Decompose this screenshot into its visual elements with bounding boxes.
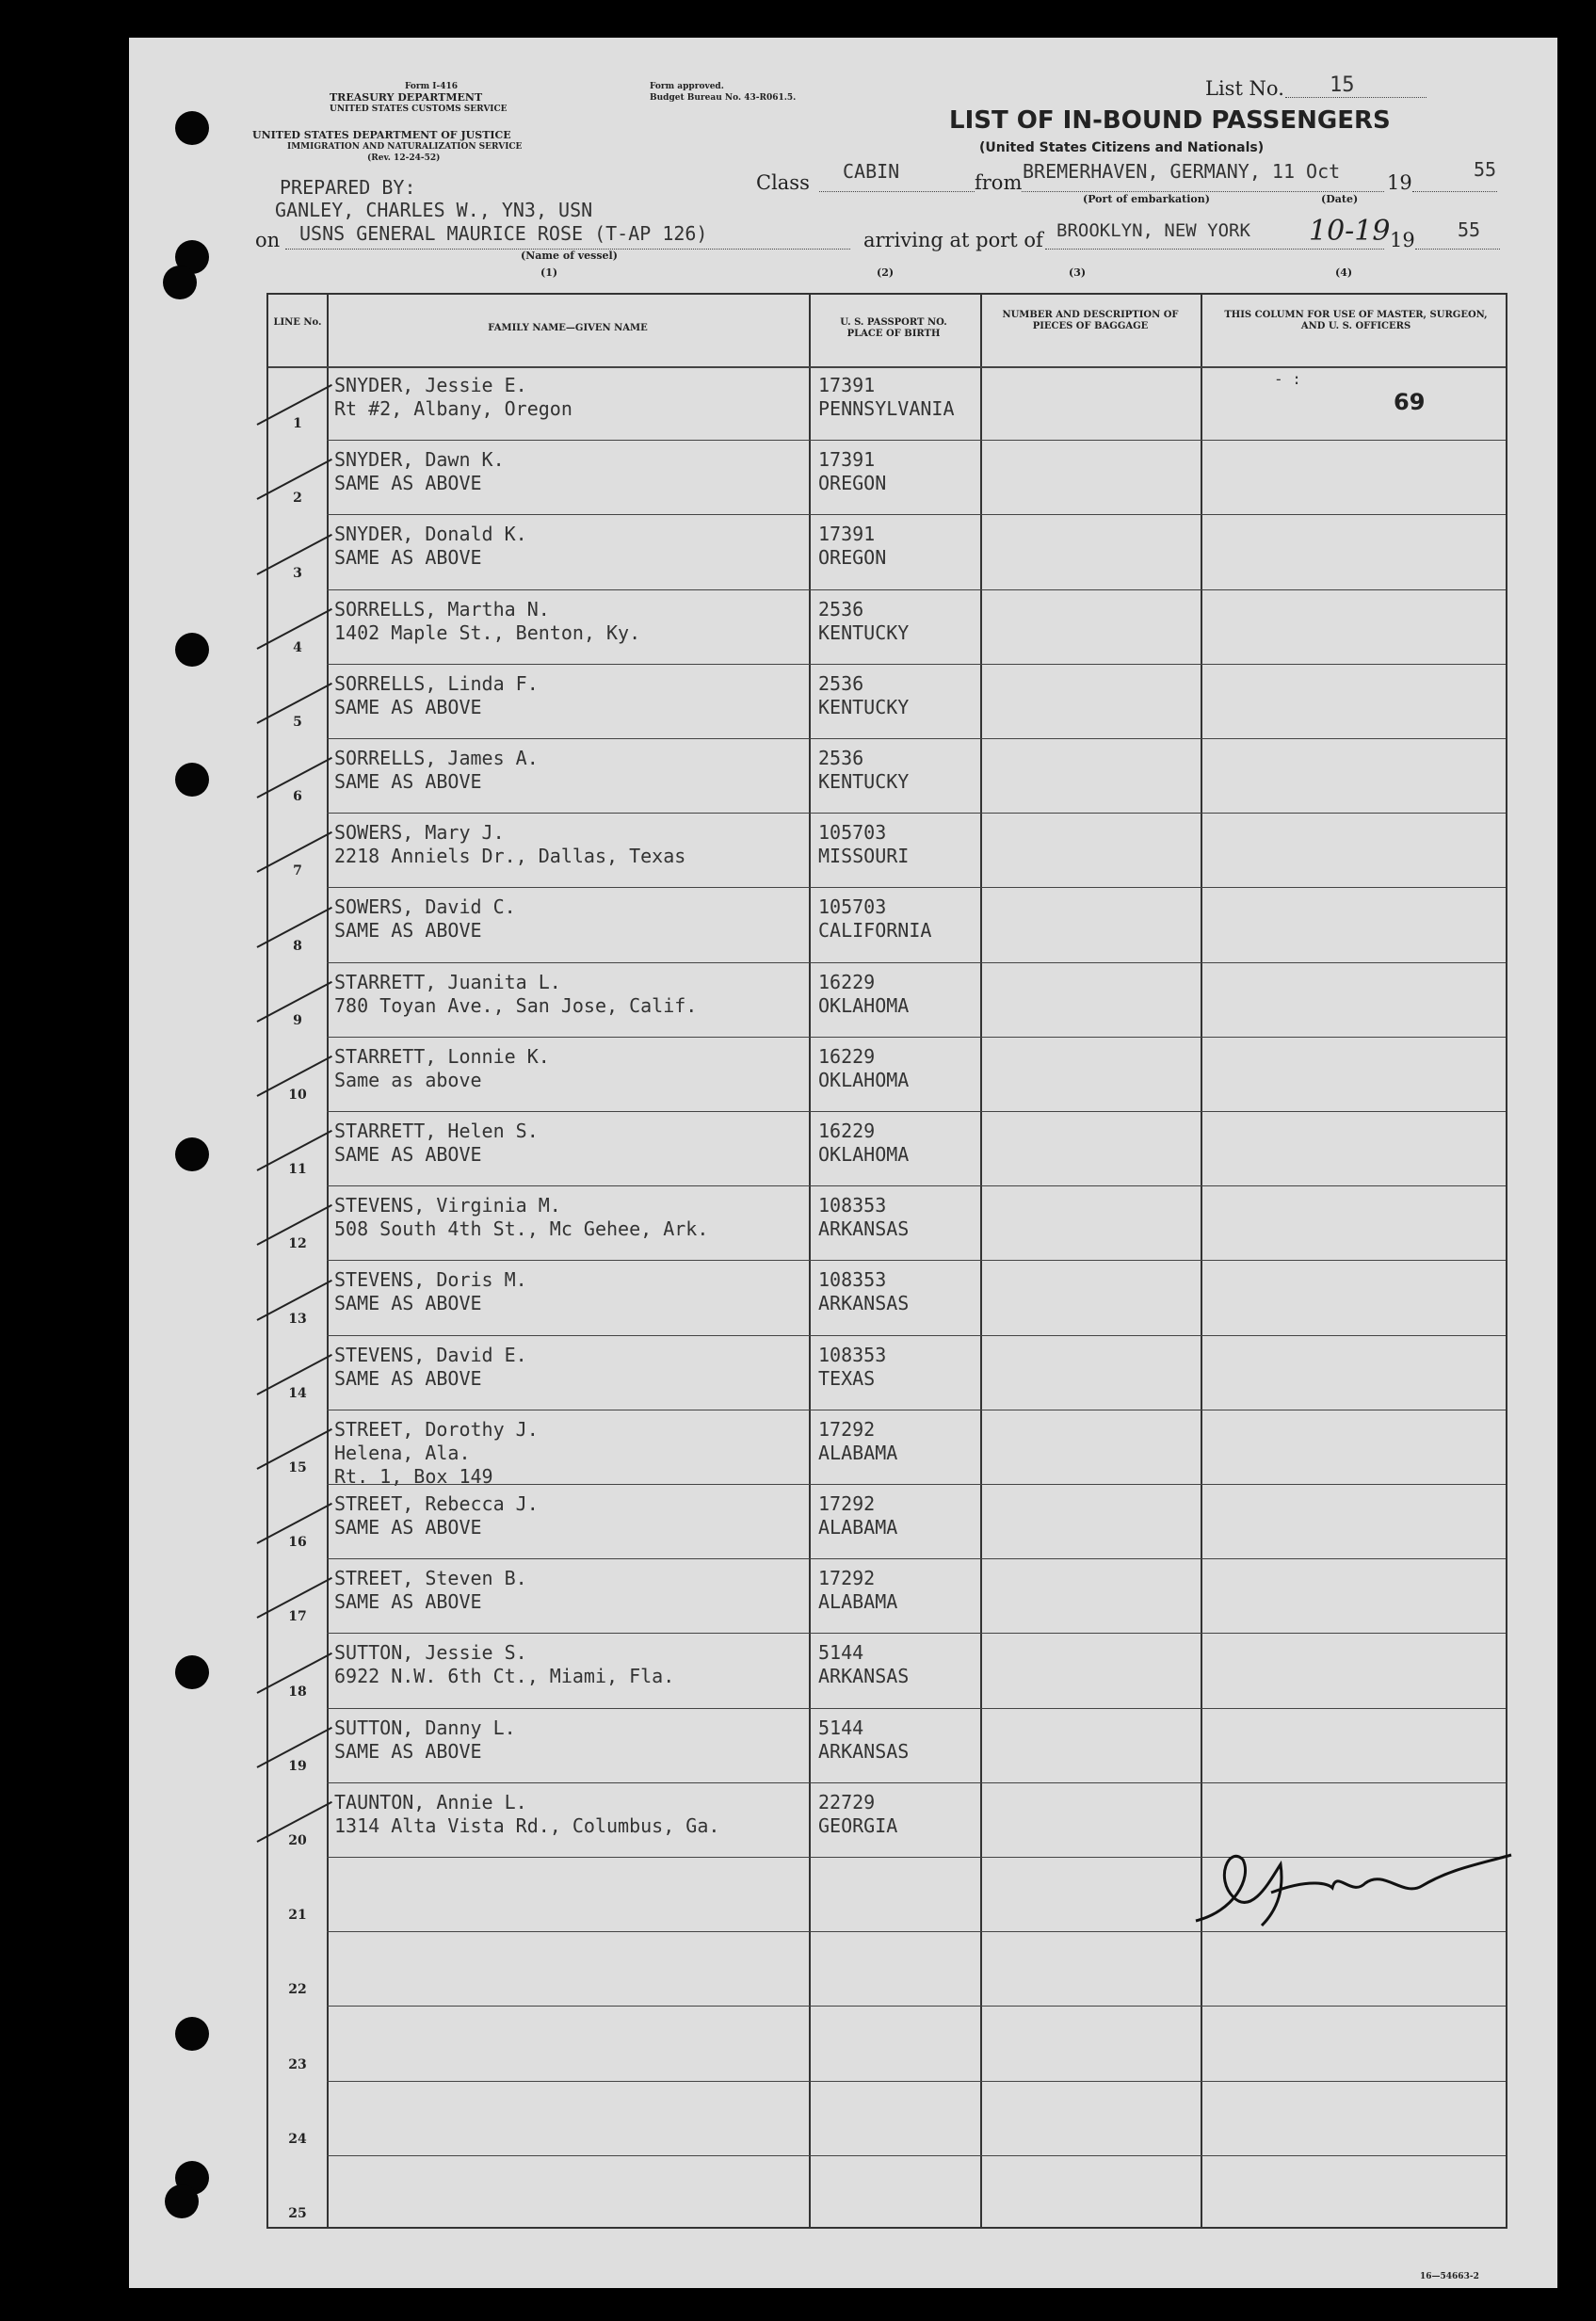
passport-cell: [818, 374, 955, 421]
place-of-birth: ALABAMA: [818, 1590, 898, 1614]
line-number: 18: [288, 1684, 307, 1700]
year-line-2: [1415, 249, 1500, 250]
table-row: [268, 1559, 1506, 1634]
table-row: [268, 590, 1506, 665]
date-caption: (Date): [1321, 193, 1359, 205]
binder-hole: [165, 2184, 199, 2218]
vessel-value: USNS GENERAL MAURICE ROSE (T-AP 126): [299, 222, 708, 245]
table-row: [268, 1634, 1506, 1708]
line-number: 1: [293, 416, 302, 432]
prepared-by-value: GANLEY, CHARLES W., YN3, USN: [275, 199, 593, 221]
line-number: 6: [293, 789, 302, 805]
form-number: Form I-416: [405, 82, 459, 91]
revision: (Rev. 12-24-52): [367, 153, 441, 163]
prepared-by-label: PREPARED BY:: [280, 176, 416, 199]
place-of-birth: ALABAMA: [818, 1441, 898, 1464]
name-cell: [334, 1268, 527, 1315]
place-of-birth: ARKANSAS: [818, 1739, 910, 1763]
binder-hole: [175, 633, 209, 667]
passenger-name: STREET, Rebecca J.: [334, 1492, 539, 1515]
passenger-name: SUTTON, Jessie S.: [334, 1641, 527, 1665]
passenger-name: STEVENS, David E.: [334, 1343, 527, 1366]
place-of-birth: GEORGIA: [818, 1813, 898, 1837]
passport-cell: [818, 895, 931, 943]
on-label: on: [255, 229, 281, 251]
table-row: [268, 888, 1506, 962]
passenger-address: SAME AS ABOVE: [334, 1292, 482, 1315]
passport-number: 105703: [818, 895, 887, 919]
passport-number: 22729: [818, 1790, 876, 1813]
line-number: 15: [288, 1459, 307, 1475]
class-value: CABIN: [843, 160, 900, 183]
passport-number: 17292: [818, 1567, 876, 1590]
passport-number: 108353: [818, 1343, 887, 1366]
line-number: 24: [288, 2131, 307, 2147]
from-value: BREMERHAVEN, GERMANY, 11 Oct: [1023, 160, 1341, 183]
passenger-address: 1314 Alta Vista Rd., Columbus, Ga.: [334, 1813, 720, 1837]
passport-number: 2536: [818, 671, 864, 695]
name-cell: [334, 895, 516, 943]
passenger-address: SAME AS ABOVE: [334, 1739, 482, 1763]
table-row: [268, 2156, 1506, 2231]
passport-cell: [818, 1268, 909, 1315]
binder-hole: [175, 111, 209, 145]
passenger-address: 780 Toyan Ave., San Jose, Calif.: [334, 993, 698, 1017]
passport-number: 17292: [818, 1417, 876, 1441]
passenger-name: SUTTON, Danny L.: [334, 1716, 516, 1739]
list-no-value: 15: [1330, 73, 1355, 97]
passenger-name: SORRELLS, James A.: [334, 747, 539, 769]
passport-number: 17391: [818, 523, 876, 546]
form-subtitle: (United States Citizens and Nationals): [979, 140, 1265, 155]
table-row: [268, 366, 1506, 441]
place-of-birth: ARKANSAS: [818, 1292, 910, 1315]
passenger-name: SNYDER, Jessie E.: [334, 374, 527, 396]
year-line: [1412, 191, 1497, 192]
list-no-line: [1285, 97, 1427, 98]
passenger-name: STARRETT, Helen S.: [334, 1120, 539, 1142]
passport-number: 105703: [818, 821, 887, 845]
arriving-label: arriving at port of: [863, 229, 1043, 251]
passport-number: 5144: [818, 1641, 864, 1665]
passport-number: 2536: [818, 747, 864, 769]
table-row: [268, 814, 1506, 888]
place-of-birth: CALIFORNIA: [818, 919, 932, 943]
line-number: 3: [293, 565, 302, 581]
col-header-name: FAMILY NAME—GIVEN NAME: [488, 323, 648, 333]
name-cell: [334, 598, 640, 645]
place-of-birth: OKLAHOMA: [818, 993, 910, 1017]
name-cell: [334, 448, 505, 495]
binder-hole: [175, 763, 209, 797]
from-line: [1022, 191, 1384, 192]
passport-cell: [818, 1418, 897, 1465]
passenger-address: 1402 Maple St., Benton, Ky.: [334, 621, 641, 644]
place-of-birth: MISSOURI: [818, 845, 910, 868]
passport-number: 17292: [818, 1492, 876, 1515]
passenger-address: SAME AS ABOVE: [334, 919, 482, 943]
from-label: from: [975, 171, 1023, 194]
caption-4: (4): [1335, 266, 1353, 279]
table-row: [268, 2082, 1506, 2156]
name-cell: [334, 1492, 539, 1539]
passenger-name: STEVENS, Doris M.: [334, 1268, 527, 1292]
line-number: 12: [288, 1236, 307, 1252]
line-number: 7: [293, 863, 302, 879]
passport-number: 108353: [818, 1194, 887, 1217]
form-title: LIST OF IN-BOUND PASSENGERS: [949, 106, 1391, 135]
binder-hole: [175, 1137, 209, 1171]
passenger-name: STEVENS, Virginia M.: [334, 1194, 561, 1217]
passenger-address: SAME AS ABOVE: [334, 1366, 482, 1390]
vessel-caption: (Name of vessel): [521, 250, 618, 262]
name-cell: [334, 1567, 527, 1614]
table-row: [268, 1709, 1506, 1783]
table-row: [268, 665, 1506, 739]
line-number: 10: [288, 1087, 307, 1103]
table-row: [268, 739, 1506, 814]
passenger-name: SOWERS, Mary J.: [334, 821, 505, 845]
place-of-birth: KENTUCKY: [818, 695, 910, 718]
passport-number: 16229: [818, 970, 876, 993]
passenger-address: Helena, Ala.: [334, 1441, 471, 1464]
year-prefix-2: 19: [1390, 229, 1415, 251]
customs-service: UNITED STATES CUSTOMS SERVICE: [330, 105, 508, 114]
passenger-address: 2218 Anniels Dr., Dallas, Texas: [334, 845, 686, 868]
passport-cell: [818, 1717, 909, 1764]
name-cell: [334, 523, 527, 570]
table-row: [268, 1186, 1506, 1261]
col-header-officers: THIS COLUMN FOR USE OF MASTER, SURGEON, AND U. S. OFFICERS: [1224, 310, 1488, 331]
year-value-2: 55: [1458, 218, 1481, 241]
year-prefix: 19: [1387, 171, 1412, 194]
passenger-address: Same as above: [334, 1068, 482, 1091]
passport-cell: [818, 1641, 909, 1688]
line-number: 25: [288, 2205, 307, 2221]
name-cell: [334, 1418, 539, 1489]
passenger-name: STARRETT, Juanita L.: [334, 970, 561, 993]
port-line: [1045, 249, 1384, 250]
passport-cell: [818, 448, 886, 495]
passenger-name: SOWERS, David C.: [334, 895, 516, 919]
line-number: 11: [288, 1162, 307, 1178]
passport-cell: [818, 523, 886, 570]
passenger-address: SAME AS ABOVE: [334, 1590, 482, 1614]
line-number: 20: [288, 1832, 307, 1848]
passport-cell: [818, 1567, 897, 1614]
place-of-birth: TEXAS: [818, 1366, 876, 1390]
place-of-birth: OREGON: [818, 546, 887, 570]
line-number: 17: [288, 1609, 307, 1625]
place-of-birth: OKLAHOMA: [818, 1068, 910, 1091]
binder-hole: [175, 2017, 209, 2051]
col-header-passport: U. S. PASSPORT NO. PLACE OF BIRTH: [840, 317, 947, 339]
passenger-address: Rt #2, Albany, Oregon: [334, 397, 572, 420]
table-row: [268, 1336, 1506, 1410]
year-value: 55: [1474, 158, 1497, 181]
passenger-address: SAME AS ABOVE: [334, 695, 482, 718]
caption-3: (3): [1069, 266, 1087, 279]
line-number: 9: [293, 1012, 302, 1028]
budget-bureau: Budget Bureau No. 43-R061.5.: [650, 93, 797, 103]
binder-hole: [163, 266, 197, 299]
table-row: [268, 1485, 1506, 1559]
line-number: 23: [288, 2056, 307, 2072]
passport-cell: [818, 672, 909, 719]
name-cell: [334, 971, 697, 1018]
officer-note: 69: [1394, 389, 1426, 415]
name-cell: [334, 1120, 539, 1167]
passport-cell: [818, 971, 909, 1018]
place-of-birth: PENNSYLVANIA: [818, 397, 955, 420]
place-of-birth: ARKANSAS: [818, 1217, 910, 1241]
passenger-address: SAME AS ABOVE: [334, 770, 482, 793]
name-cell: [334, 1344, 527, 1391]
place-of-birth: OREGON: [818, 472, 887, 495]
line-number: 4: [293, 639, 302, 655]
passport-cell: [818, 1194, 909, 1241]
place-of-birth: KENTUCKY: [818, 770, 910, 793]
table-row: [268, 1038, 1506, 1112]
name-cell: [334, 821, 685, 868]
treasury-dept: TREASURY DEPARTMENT: [330, 91, 483, 104]
passenger-address-line2: Rt. 1, Box 149: [334, 1464, 493, 1488]
passport-cell: [818, 1492, 897, 1539]
passenger-name: SNYDER, Donald K.: [334, 523, 527, 546]
name-cell: [334, 1791, 719, 1838]
table-row: [268, 2007, 1506, 2081]
passenger-name: SORRELLS, Linda F.: [334, 671, 539, 695]
line-number: 2: [293, 491, 302, 507]
passenger-name: STARRETT, Lonnie K.: [334, 1044, 550, 1068]
ins-service: IMMIGRATION AND NATURALIZATION SERVICE: [287, 142, 523, 152]
place-of-birth: KENTUCKY: [818, 621, 910, 644]
line-number: 13: [288, 1311, 307, 1327]
officer-signature: [1177, 1841, 1525, 1944]
passport-cell: [818, 747, 909, 794]
arrival-date: 10-19: [1309, 215, 1391, 248]
passport-cell: [818, 1791, 897, 1838]
name-cell: [334, 1717, 516, 1764]
passenger-name: TAUNTON, Annie L.: [334, 1790, 527, 1813]
table-row: [268, 515, 1506, 589]
passport-number: 17391: [818, 448, 876, 472]
passport-number: 16229: [818, 1044, 876, 1068]
passenger-address: 508 South 4th St., Mc Gehee, Ark.: [334, 1217, 709, 1241]
table-row: [268, 1112, 1506, 1186]
name-cell: [334, 1641, 674, 1688]
port-embark-caption: (Port of embarkation): [1083, 193, 1210, 205]
passport-cell: [818, 821, 909, 868]
table-row: [268, 1261, 1506, 1335]
caption-1: (1): [540, 266, 558, 279]
name-cell: [334, 1045, 550, 1092]
passenger-address: SAME AS ABOVE: [334, 546, 482, 570]
name-cell: [334, 1194, 708, 1241]
line-number: 5: [293, 714, 302, 730]
officer-mark: - :: [1274, 370, 1301, 388]
name-cell: [334, 672, 539, 719]
list-no-label: List No.: [1205, 77, 1284, 100]
name-cell: [334, 374, 572, 421]
class-line: [819, 191, 975, 192]
line-number: 16: [288, 1535, 307, 1551]
caption-2: (2): [877, 266, 895, 279]
arrival-port: BROOKLYN, NEW YORK: [1056, 220, 1250, 241]
passenger-name: SORRELLS, Martha N.: [334, 597, 550, 621]
passport-number: 5144: [818, 1716, 864, 1739]
line-number: 22: [288, 1982, 307, 1998]
passenger-name: STREET, Steven B.: [334, 1567, 527, 1590]
passenger-name: SNYDER, Dawn K.: [334, 448, 505, 472]
passenger-address: SAME AS ABOVE: [334, 1516, 482, 1539]
col-header-baggage: NUMBER AND DESCRIPTION OF PIECES OF BAGGAGE: [1002, 310, 1179, 331]
passport-number: 17391: [818, 374, 876, 396]
passport-number: 108353: [818, 1268, 887, 1292]
passport-cell: [818, 1120, 909, 1167]
place-of-birth: OKLAHOMA: [818, 1143, 910, 1166]
table-row: [268, 963, 1506, 1038]
passenger-address: 6922 N.W. 6th Ct., Miami, Fla.: [334, 1665, 675, 1688]
passport-cell: [818, 1344, 886, 1391]
place-of-birth: ALABAMA: [818, 1516, 898, 1539]
passport-cell: [818, 598, 909, 645]
passport-cell: [818, 1045, 909, 1092]
passenger-address: SAME AS ABOVE: [334, 472, 482, 495]
class-label: Class: [756, 171, 810, 194]
line-number: 14: [288, 1385, 307, 1401]
line-number: 19: [288, 1758, 307, 1774]
name-cell: [334, 747, 539, 794]
line-number: 8: [293, 938, 302, 954]
place-of-birth: ARKANSAS: [818, 1665, 910, 1688]
passport-number: 16229: [818, 1120, 876, 1142]
passenger-address: SAME AS ABOVE: [334, 1143, 482, 1166]
binder-hole: [175, 1655, 209, 1689]
passenger-name: STREET, Dorothy J.: [334, 1417, 539, 1441]
justice-dept: UNITED STATES DEPARTMENT OF JUSTICE: [252, 129, 511, 141]
form-approved: Form approved.: [650, 82, 724, 91]
table-row: [268, 1410, 1506, 1488]
footer-code: 16—54663-2: [1420, 2272, 1479, 2281]
passport-number: 2536: [818, 597, 864, 621]
col-header-line: LINE No.: [273, 317, 322, 328]
line-number: 21: [288, 1908, 307, 1924]
table-row: [268, 441, 1506, 515]
